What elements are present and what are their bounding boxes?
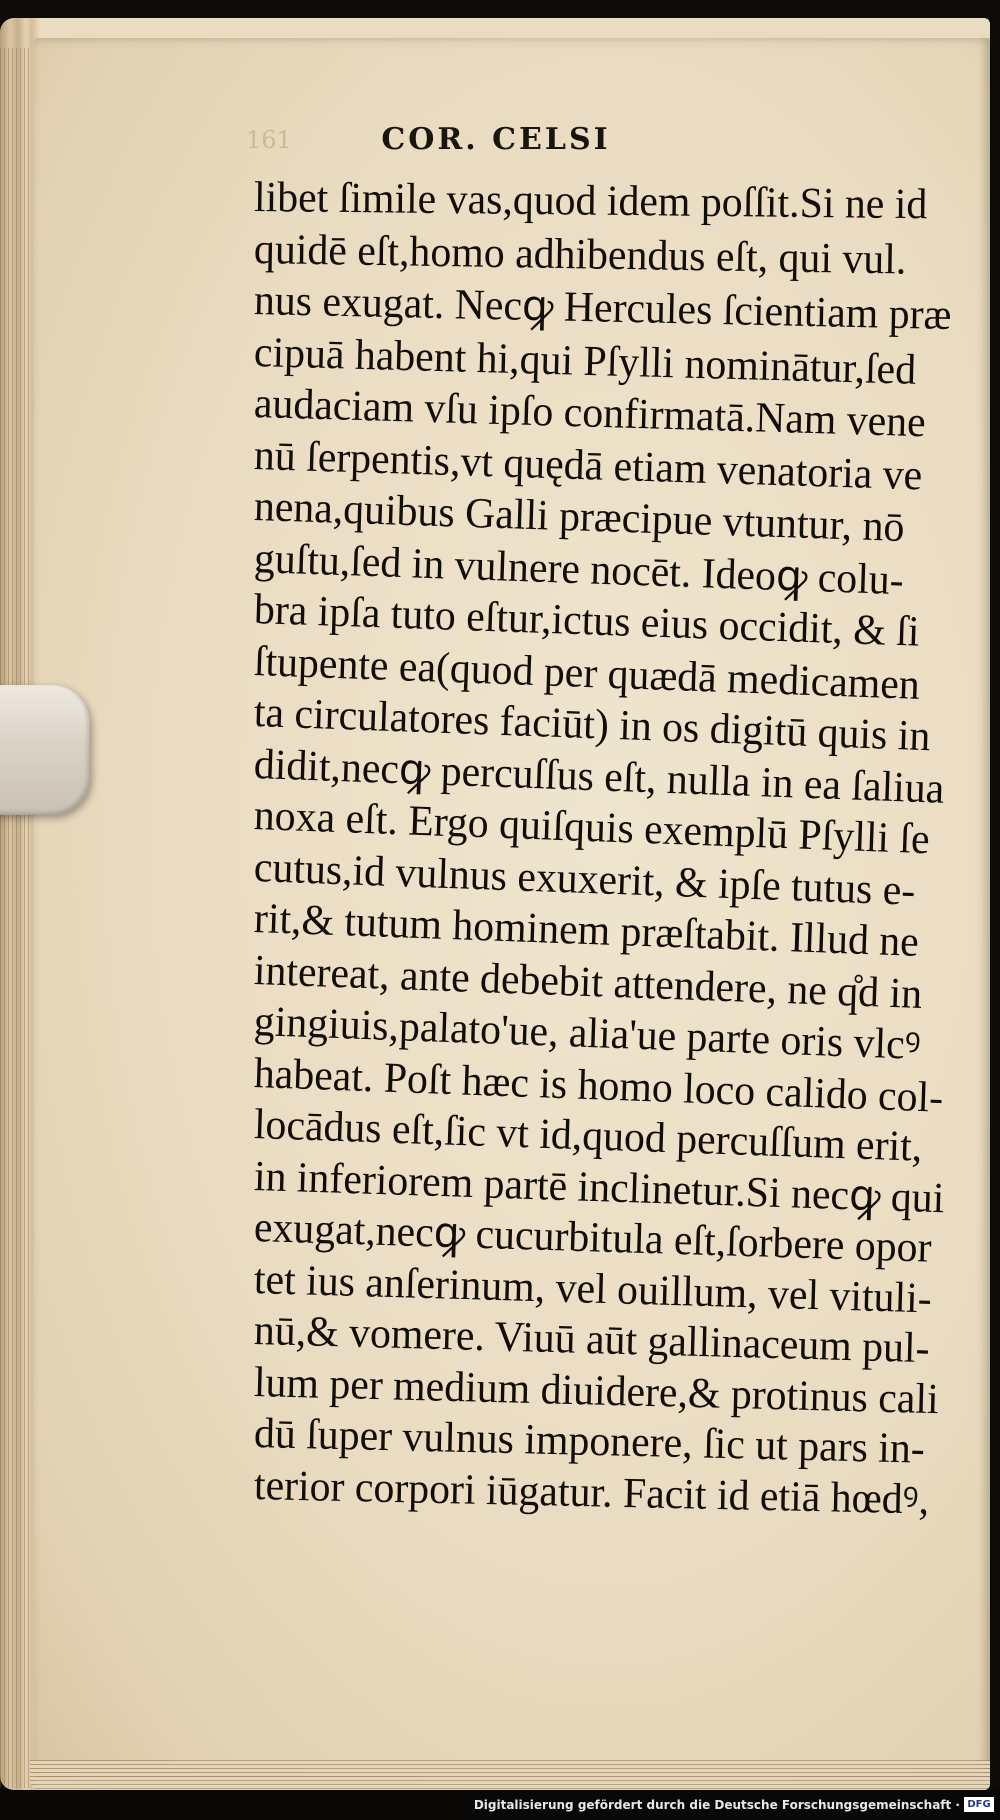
text-line: exugat,necꝙ cucurbitula eſt,ſorbere opor xyxy=(253,1204,933,1272)
text-line: locādus eſt,ſic vt id,quod percuſſum erit, xyxy=(253,1101,923,1171)
body-text xyxy=(253,172,974,1524)
text-line: lum per medium diuidere,& protinus cali xyxy=(253,1358,940,1423)
text-line: guſtu,ſed in vulnere nocēt. Ideoꝙ colu- xyxy=(253,534,905,604)
text-line: nena,quibus Galli præcipue vtuntur, nō xyxy=(253,483,906,552)
text-line: ſtupente ea(quod per quædā medicamen xyxy=(253,637,921,709)
text-line: noxa eſt. Ergo quiſquis exemplū Pſylli ſe xyxy=(253,792,931,864)
page-number: 161 xyxy=(246,126,292,154)
text-line: nus exugat. Necꝙ Hercules ſcientiam præ xyxy=(253,277,952,340)
text-line: nū,& vomere. Viuū aūt gallinaceum pul- xyxy=(253,1307,931,1373)
text-line: in inferiorem partē inclinetur.Si necꝙ qui xyxy=(253,1152,946,1222)
text-line: dū ſuper vulnus imponere, ſic ut pars in- xyxy=(253,1410,926,1473)
text-line: ta circulatores faciūt) in os digitū quis in xyxy=(253,689,932,761)
book-clasp xyxy=(0,685,90,815)
text-line: cutus,id vulnus exuxerit, & ipſe tutus e- xyxy=(253,843,917,915)
footer-bar xyxy=(0,1790,1000,1820)
text-line: didit,necꝙ percuſſus eſt, nulla in ea ſaliua xyxy=(253,740,946,813)
text-line: libet ſimile vas,quod idem poſſit.Si ne id xyxy=(253,174,928,229)
page-edges-left xyxy=(0,48,30,1788)
text-line: rit,& tutum hominem præſtabit. Illud ne xyxy=(253,895,920,966)
text-line: cipuā habent hi,qui Pſylli nominātur,ſed xyxy=(253,328,917,394)
funding-credit: Digitalisierung gefördert durch die Deutsche Forschungsgemeinschaft · xyxy=(473,1798,960,1812)
text-line: tet ius anſerinum, vel ouillum, vel vituli- xyxy=(253,1255,933,1322)
text-line: quidē eſt,homo adhibendus eſt, qui vul. xyxy=(253,225,907,284)
text-line: gingiuis,palato'ue, alia'ue parte oris vlcꝰ xyxy=(253,998,922,1069)
text-line: bra ipſa tuto eſtur,ictus eius occidit, & ſi xyxy=(253,586,921,656)
running-head: COR. CELSI xyxy=(381,122,611,157)
text-line: nū ſerpentis,vt quędā etiam venatoria ve xyxy=(253,431,923,499)
text-line: intereat, ante debebit attendere, ne q̊d in xyxy=(253,946,923,1018)
text-line: audaciam vſu ipſo confirmatā.Nam vene xyxy=(253,380,927,447)
text-line: terior corpori iūgatur. Facit id etiā hœdꝰ, xyxy=(253,1461,930,1524)
page-edges-bottom xyxy=(30,1760,990,1790)
dfg-logo: DFG xyxy=(964,1797,994,1812)
text-line: habeat. Poſt hæc is homo loco calido col- xyxy=(253,1049,944,1122)
